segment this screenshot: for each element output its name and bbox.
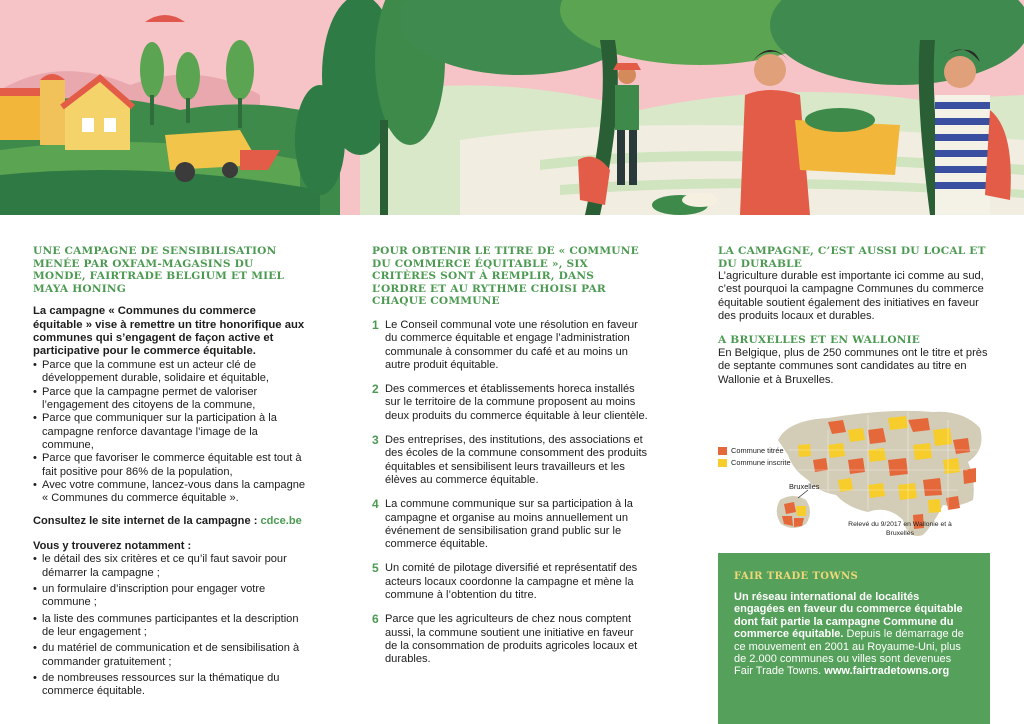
criterion-text: Des entreprises, des institutions, des associations et des écoles de la commune consomment des produits équitables et sensibilisent leurs travailleurs et les élèves au commerce équitable. [385,434,648,486]
criterion-3 [372,434,648,487]
criterion-6 [372,613,648,666]
criterion-text: La commune communique sur sa participation à la campagne et organise au moins annuellement un événement de sensibilisation grand public sur le commerce équitable. [385,498,633,551]
communes-map [718,400,990,545]
criterion-number: 6 [372,612,379,627]
list-item: • Parce que la commune est un acteur clé de développement durable, solidaire et équitable, [33,359,308,386]
list-item: • Parce que la campagne permet de valoriser l’engagement des citoyens de la commune, [33,386,308,413]
ftt-body-text: Depuis le démarrage de ce mouvement en 2001 au Royaume-Uni, plus de 2.000 communes ou villes sont devenues Fair Trade Towns. [734,628,964,678]
legend-titled [718,445,791,457]
legend-label-candidate: Commune inscrite [731,458,791,467]
criterion-1 [372,319,648,372]
list-item: • la liste des communes participantes et la description de leur engagement ; [33,613,308,640]
criterion-number: 5 [372,561,379,576]
criterion-number: 4 [372,497,379,512]
criterion-number: 3 [372,433,379,448]
website-link[interactable]: cdce.be [260,515,302,528]
local-text: L’agriculture durable est importante ici comme au sud, c’est pourquoi la campagne Communes du commerce équitable soutient également des initiatives en faveur des produits locaux et durables. [718,270,984,323]
fair-trade-towns-link[interactable]: www.fairtradetowns.org [824,665,950,678]
criterion-number: 1 [372,317,379,332]
campaign-heading: UNE CAMPAGNE DE SENSIBILISATION MENÉE PAR OXFAM-MAGASINS DU MONDE, FAIRTRADE BELGIUM ET MIEL MAYA HONING [33,245,285,295]
website-contents-heading: Vous y trouverez notamment : [33,540,192,553]
legend-swatch-candidate [718,459,727,467]
ftt-bold-text: Un réseau international de localités engagées en faveur du commerce équitable dont fait partie la campagne Commune du commerce équitable. [734,591,963,641]
column-criteria [372,245,648,667]
list-item: • de nombreuses ressources sur la thématique du commerce équitable. [33,672,308,699]
criterion-2 [372,383,648,423]
map-legend [718,445,791,469]
fair-trade-towns-title: FAIR TRADE TOWNS [734,571,859,582]
legend-candidate [718,457,791,469]
regions-text: En Belgique, plus de 250 communes ont le titre et près de septante communes sont candidates au titre en Wallonie et à Bruxelles. [718,346,988,386]
fair-trade-towns-box [718,553,990,724]
fair-trade-towns-text [734,591,972,678]
column-local [718,245,990,387]
criterion-number: 2 [372,382,379,397]
illustration-banner [0,0,1024,215]
criterion-text: Le Conseil communal vote une résolution en faveur du commerce équitable et engage l’administration communale à consommer du café et au moins un autre produit équitable. [385,318,638,371]
list-item: • le détail des six critères et ce qu’il faut savoir pour démarrer la campagne ; [33,553,308,580]
criteria-heading: POUR OBTENIR LE TITRE DE « COMMUNE DU COMMERCE ÉQUITABLE », SIX CRITÈRES SONT À REMPLIR, DANS L’ORDRE ET AU RYTHME CHOISI PAR CHAQUE COMMUNE [372,245,639,308]
criterion-text: Un comité de pilotage diversifié et représentatif des acteurs locaux coordonne la campagne et mène la commune à l’obtention du titre. [385,562,638,602]
list-item: • Parce que favoriser le commerce équitable est tout à fait positive pour 86% de la population, [33,452,308,479]
list-item: • Parce que communiquer sur la participation à la campagne renforce davantage l’image de la commune, [33,412,308,452]
website-callout-label: Consultez le site internet de la campagne : [33,515,261,528]
website-contents-list [33,553,308,698]
legend-swatch-titled [718,447,727,455]
regions-heading: A BRUXELLES ET EN WALLONIE [718,334,921,347]
website-callout [33,515,308,528]
criterion-text: Parce que les agriculteurs de chez nous comptent aussi, la commune soutient une initiative en faveur de la consommation de produits agricoles locaux et durables. [385,613,638,666]
list-item: • Avec votre commune, lancez-vous dans la campagne « Communes du commerce équitable ». [33,479,308,506]
criterion-4 [372,498,648,551]
column-campaign [33,245,308,701]
criterion-5 [372,562,648,602]
list-item: • du matériel de communication et de sensibilisation à commander gratuitement ; [33,642,308,669]
reasons-list [33,359,308,505]
criterion-text: Des commerces et établissements horeca installés sur le territoire de la commune proposent au moins deux produits du commerce équitable à leur clientèle. [385,383,648,422]
legend-label-titled: Commune titrée [731,446,784,455]
list-item: • un formulaire d’inscription pour engager votre commune ; [33,583,308,610]
brussels-label: Bruxelles [789,482,820,491]
map-note: Relevé du 9/2017 en Wallonie et à Bruxelles [848,521,952,537]
local-heading: LA CAMPAGNE, C’EST AUSSI DU LOCAL ET DU DURABLE [718,245,986,270]
campaign-lead: La campagne « Communes du commerce équitable » vise à remettre un titre honorifique aux communes qui s’engagent de façon active et participative pour le commerce équitable. [33,305,305,357]
